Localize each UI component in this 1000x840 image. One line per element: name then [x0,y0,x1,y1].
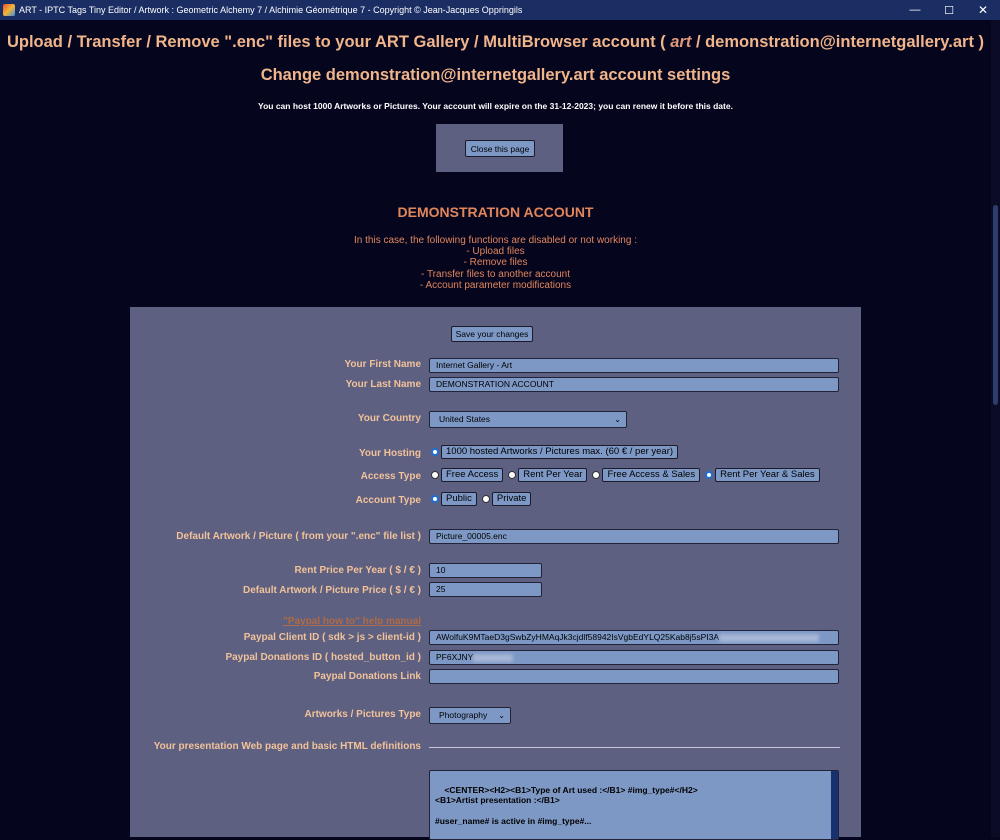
page-scrollbar[interactable] [991,20,1000,837]
country-value: United States [439,414,491,424]
default-artwork-label: Default Artwork / Picture ( from your ".enc" file list ) [176,531,421,542]
window-title: ART - IPTC Tags Tiny Editor / Artwork : Geometric Alchemy 7 / Alchimie Géométrique 7 - Copyright © Jean-Jacques Oppringils [19,5,523,15]
settings-form [130,307,861,837]
account-option-private[interactable]: Private [492,492,532,506]
first-name-label: Your First Name [344,359,421,370]
maximize-button[interactable]: ☐ [944,4,954,17]
rent-price-field[interactable]: 10 [429,563,542,578]
demo-title: DEMONSTRATION ACCOUNT [397,204,594,220]
window-title-bar [0,0,1000,20]
page-title-suffix: / demonstration@internetgallery.art ) [695,33,985,51]
demo-line: In this case, the following functions are disabled or not working : [354,235,637,246]
paypal-link-label: Paypal Donations Link [313,671,421,682]
country-label: Your Country [357,413,421,424]
access-type-options [431,468,823,482]
paypal-link-field[interactable] [429,669,839,684]
access-radio-free-sales[interactable] [592,471,600,479]
close-page-box [436,124,563,172]
hosting-option-label[interactable]: 1000 hosted Artworks / Pictures max. (60 € / per year) [441,445,678,459]
demo-line: - Remove files [463,257,528,269]
redacted-blur [719,634,819,642]
first-name-field[interactable]: Internet Gallery - Art [429,358,839,373]
paypal-donations-field[interactable] [429,650,839,665]
hosting-label: Your Hosting [358,448,421,459]
presentation-label: Your presentation Web page and basic HTML definitions [153,741,421,752]
divider [429,747,840,748]
redacted-blur [473,654,513,662]
access-option-rent[interactable]: Rent Per Year [518,468,587,482]
paypal-client-value: AWolfuK9MTaeD3gSwbZyHMAqJk3cjdlf58942IsVgbEdYLQ25Kab8j5sPI3A [436,632,720,642]
demo-line: - Upload files [466,246,525,258]
page-title [0,33,991,52]
page-title-prefix: Upload / Transfer / Remove ".enc" files to your ART Gallery / MultiBrowser account ( [6,33,666,51]
presentation-textarea[interactable] [429,770,839,840]
chevron-down-icon: ⌄ [498,711,505,720]
page-subtitle: Change demonstration@internetgallery.art account settings [260,66,731,84]
account-radio-private[interactable] [482,495,490,503]
last-name-label: Your Last Name [345,379,421,390]
scrollbar-thumb[interactable] [993,205,998,405]
save-changes-button[interactable]: Save your changes [451,326,533,342]
artwork-type-select[interactable] [429,707,511,724]
account-type-options [431,492,534,506]
paypal-donations-label: Paypal Donations ID ( hosted_button_id ) [225,652,421,663]
access-radio-free[interactable] [431,471,439,479]
account-option-public[interactable]: Public [441,492,477,506]
default-artwork-field[interactable]: Picture_00005.enc [429,529,839,544]
access-option-rent-sales[interactable]: Rent Per Year & Sales [715,468,820,482]
artwork-type-value: Photography [439,710,488,720]
access-option-free[interactable]: Free Access [441,468,503,482]
hosting-radio[interactable] [431,448,439,456]
access-radio-rent[interactable] [508,471,516,479]
brand-art: art [670,33,692,51]
last-name-field[interactable]: DEMONSTRATION ACCOUNT [429,377,839,392]
paypal-client-label: Paypal Client ID ( sdk > js > client-id ) [243,632,421,643]
account-radio-public[interactable] [431,495,439,503]
chevron-down-icon: ⌄ [614,415,621,424]
close-page-button[interactable]: Close this page [465,140,535,157]
hosting-options [431,445,681,459]
demo-line: - Account parameter modifications [419,279,572,291]
access-type-label: Access Type [360,471,421,482]
paypal-client-field[interactable] [429,630,839,645]
hosting-info: You can host 1000 Artworks or Pictures. Your account will expire on the 31-12-2023; you can renew it before this date. [258,101,733,111]
default-price-field[interactable]: 25 [429,582,542,597]
artwork-type-label: Artworks / Pictures Type [304,709,421,720]
paypal-donations-value: PF6XJNY [436,652,474,662]
country-select[interactable] [429,411,627,428]
paypal-help-link[interactable]: "Paypal how to" help manual [283,616,421,627]
close-window-button[interactable]: ✕ [977,3,989,17]
rent-price-label: Rent Price Per Year ( $ / € ) [294,565,421,576]
textarea-scrollbar[interactable] [831,771,838,839]
app-icon [3,4,15,16]
access-option-free-sales[interactable]: Free Access & Sales [602,468,700,482]
account-type-label: Account Type [355,495,421,506]
demo-line: - Transfer files to another account [421,268,570,280]
minimize-button[interactable]: — [909,4,921,16]
demo-notice [0,235,991,291]
default-price-label: Default Artwork / Picture Price ( $ / € ) [242,585,421,596]
access-radio-rent-sales[interactable] [705,471,713,479]
presentation-text: <CENTER><H2><B1>Type of Art used :</B1> #img_type#</H2> <B1>Artist presentation :</B1> #user_name# is active in #img_type#... [435,784,698,826]
